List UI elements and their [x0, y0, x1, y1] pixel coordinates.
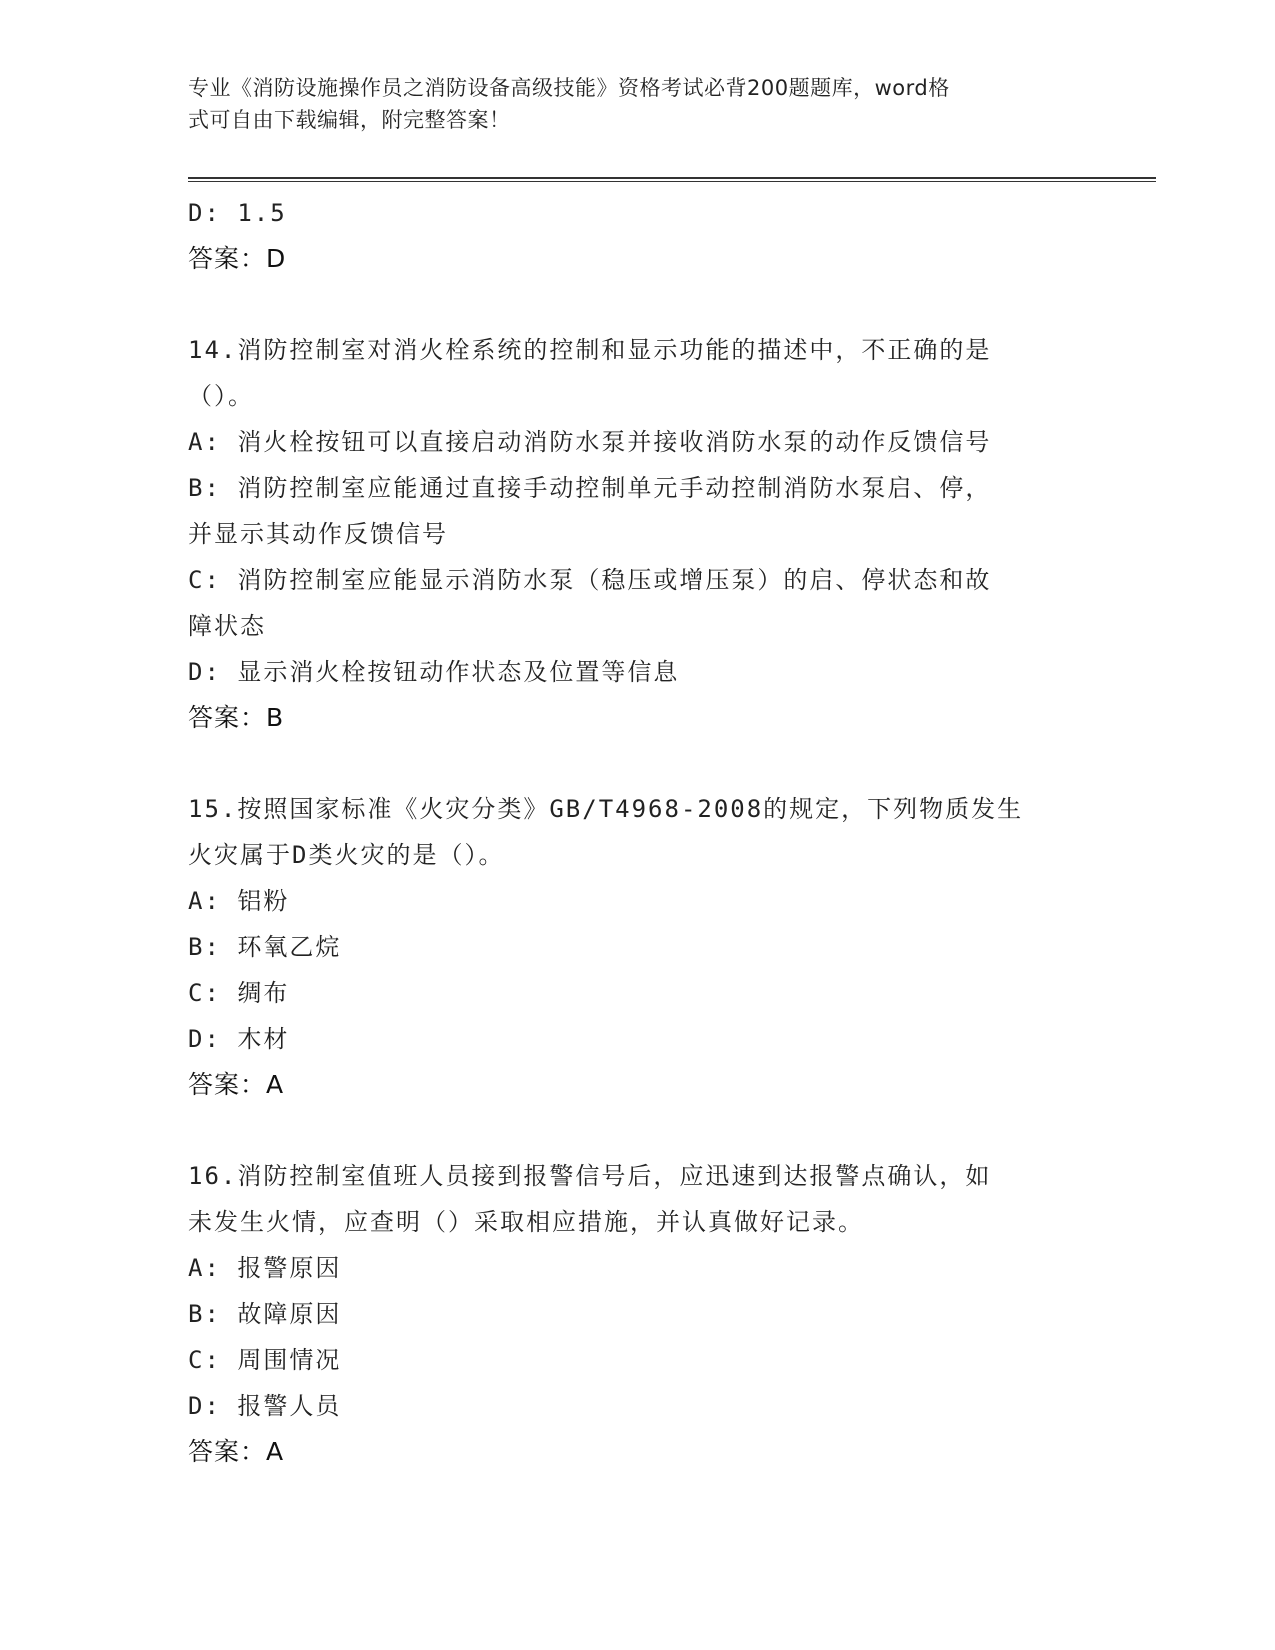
header-rule-thick	[188, 177, 1156, 179]
option-d: D: 木材	[188, 1025, 290, 1053]
answer-line: 答案：B	[188, 703, 285, 732]
header-line-2: 式可自由下载编辑，附完整答案！	[188, 108, 511, 132]
answer-line: 答案：A	[188, 1070, 285, 1099]
question-stem: 14.消防控制室对消火栓系统的控制和显示功能的描述中，不正确的是	[188, 336, 992, 364]
previous-question-tail	[188, 190, 1088, 282]
question-15	[188, 786, 1088, 1108]
option-d: D: 报警人员	[188, 1392, 342, 1420]
question-stem-continued: 未发生火情，应查明（）采取相应措施，并认真做好记录。	[188, 1208, 864, 1236]
option-a: A: 消火栓按钮可以直接启动消防水泵并接收消防水泵的动作反馈信号	[188, 428, 992, 456]
option-c: C: 周围情况	[188, 1346, 342, 1374]
option-c: C: 绸布	[188, 979, 290, 1007]
option-a: A: 报警原因	[188, 1254, 342, 1282]
option-b: B: 消防控制室应能通过直接手动控制单元手动控制消防水泵启、停，	[188, 474, 992, 502]
question-stem-continued: （）。	[188, 382, 254, 410]
answer-line: 答案：D	[188, 244, 287, 273]
answer-line: 答案：A	[188, 1437, 285, 1466]
question-stem: 16.消防控制室值班人员接到报警信号后，应迅速到达报警点确认，如	[188, 1162, 992, 1190]
document-body	[188, 190, 1088, 1475]
header-rule-thin	[188, 181, 1156, 182]
option-b: B: 环氧乙烷	[188, 933, 342, 961]
question-stem: 15.按照国家标准《火灾分类》GB/T4968-2008的规定，下列物质发生	[188, 795, 1024, 823]
document-header	[188, 72, 1078, 136]
question-stem-continued: 火灾属于D类火灾的是（）。	[188, 841, 505, 869]
option-d: D: 显示消火栓按钮动作状态及位置等信息	[188, 658, 680, 686]
option-d: D: 1.5	[188, 199, 287, 227]
question-16	[188, 1153, 1088, 1475]
option-c: C: 消防控制室应能显示消防水泵（稳压或增压泵）的启、停状态和故	[188, 566, 992, 594]
option-b: B: 故障原因	[188, 1300, 342, 1328]
header-line-1: 专业《消防设施操作员之消防设备高级技能》资格考试必背200题题库，word格	[188, 76, 950, 100]
question-14	[188, 327, 1088, 741]
option-b-continued: 并显示其动作反馈信号	[188, 520, 448, 548]
option-a: A: 铝粉	[188, 887, 290, 915]
option-c-continued: 障状态	[188, 612, 266, 640]
